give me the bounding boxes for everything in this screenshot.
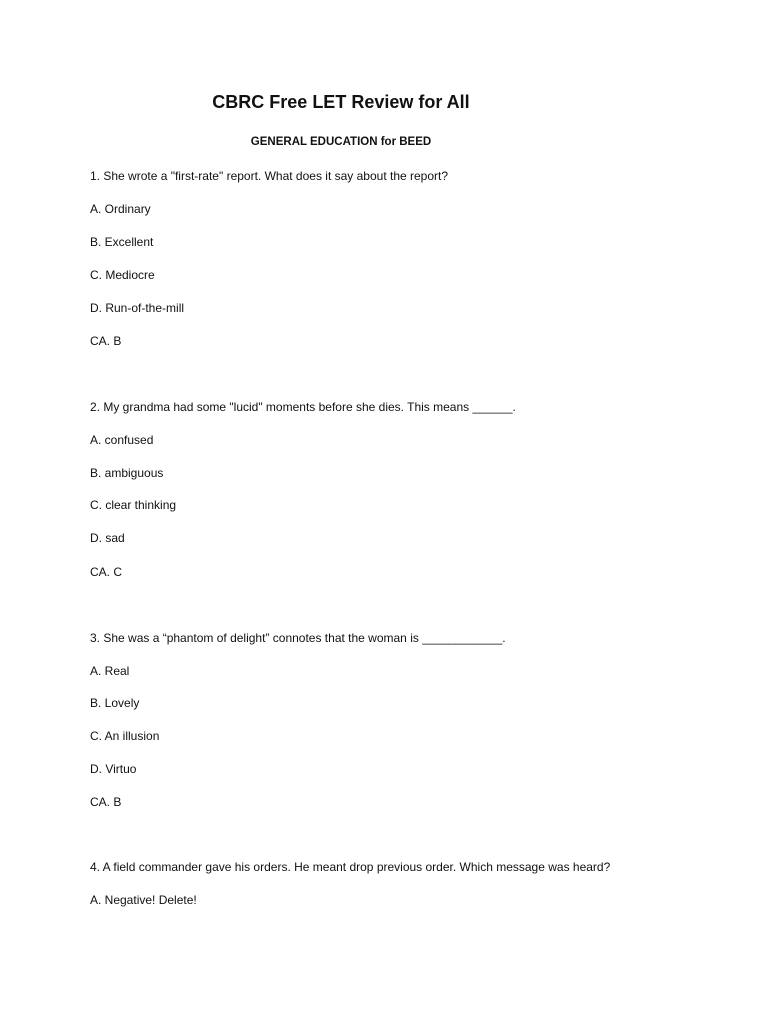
question-3-choice-a: A. Real	[90, 664, 130, 678]
question-2-answer: CA. C	[90, 565, 123, 579]
question-4-text: 4. A field commander gave his orders. He meant drop previous order. Which message was heard?	[90, 860, 611, 874]
page-subtitle: GENERAL EDUCATION for BEED	[250, 136, 432, 148]
question-3-text: 3. She was a “phantom of delight” connotes that the woman is ____________.	[90, 631, 506, 645]
question-1-answer: CA. B	[90, 334, 122, 348]
question-1-choice-a: A. Ordinary	[90, 202, 151, 216]
question-2-text: 2. My grandma had some "lucid" moments before she dies. This means ______.	[90, 400, 516, 414]
question-3-choice-b: B. Lovely	[90, 696, 140, 710]
question-2-choice-b: B. ambiguous	[90, 466, 164, 480]
question-2-choice-d: D. sad	[90, 531, 125, 545]
question-2-choice-a: A. confused	[90, 433, 154, 447]
question-3-answer: CA. B	[90, 795, 122, 809]
question-1-choice-b: B. Excellent	[90, 235, 154, 249]
question-3-choice-d: D. Virtuo	[90, 762, 137, 776]
question-1-choice-c: C. Mediocre	[90, 268, 155, 282]
question-4-choice-a: A. Negative! Delete!	[90, 893, 197, 907]
question-3-choice-c: C. An illusion	[90, 729, 160, 743]
page-title: CBRC Free LET Review for All	[212, 92, 470, 112]
question-1-choice-d: D. Run-of-the-mill	[90, 301, 185, 315]
question-1-text: 1. She wrote a "first-rate" report. What does it say about the report?	[90, 169, 449, 183]
question-2-choice-c: C. clear thinking	[90, 498, 177, 512]
